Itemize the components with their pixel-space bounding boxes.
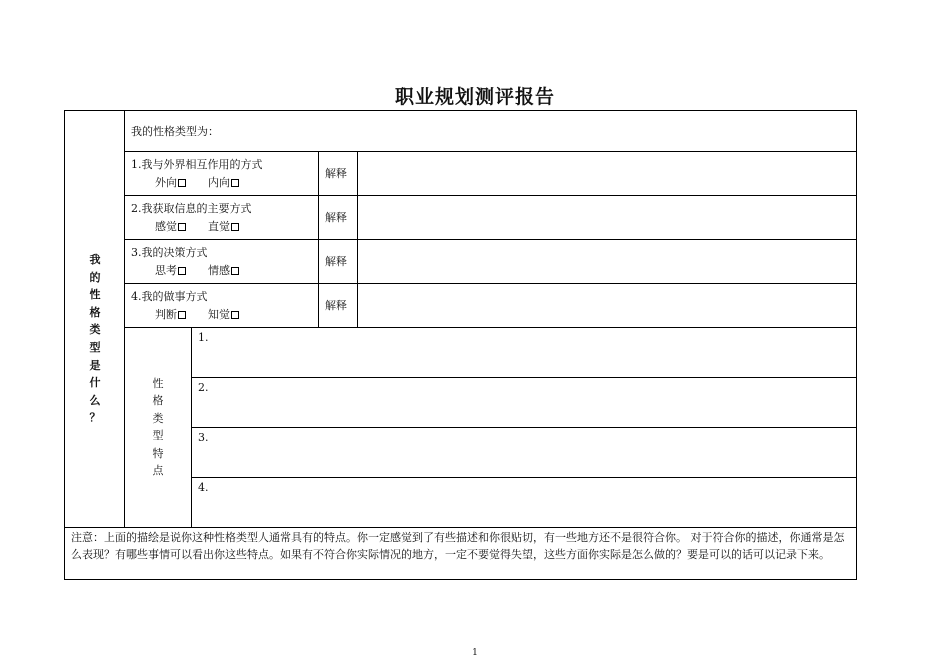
grid-line	[192, 427, 857, 428]
dimension-options	[131, 263, 261, 279]
grid-line	[65, 527, 857, 528]
explain-field[interactable]	[359, 152, 856, 195]
explain-label: 解释	[325, 255, 347, 268]
side-label	[65, 251, 125, 427]
side-label-char: 是	[89, 358, 101, 372]
checkbox[interactable]	[178, 223, 186, 231]
option-judging[interactable]: 判断	[155, 307, 186, 323]
page-number: 1	[472, 648, 478, 658]
trait-item[interactable]: 1.	[198, 331, 209, 344]
grid-line	[318, 151, 319, 327]
checkbox[interactable]	[231, 267, 239, 275]
grid-line	[192, 377, 857, 378]
dimension-title: 3.我的决策方式	[131, 246, 208, 259]
dimension-title: 1.我与外界相互作用的方式	[131, 158, 263, 171]
grid-line	[357, 151, 358, 327]
traits-label-char: 特	[152, 446, 164, 460]
option-extravert[interactable]: 外向	[155, 175, 186, 191]
checkbox[interactable]	[178, 311, 186, 319]
dimension-title: 2.我获取信息的主要方式	[131, 202, 252, 215]
dimension-options	[131, 175, 261, 191]
trait-item[interactable]: 2.	[198, 381, 209, 394]
side-label-char: ？	[89, 411, 101, 425]
explain-label: 解释	[325, 299, 347, 312]
trait-item[interactable]: 3.	[198, 431, 209, 444]
side-label-char: 么	[89, 393, 101, 407]
side-label-char: 型	[89, 340, 101, 354]
side-label-char: 性	[89, 288, 101, 302]
traits-label-char: 类	[152, 411, 164, 425]
assessment-form	[64, 110, 857, 580]
checkbox[interactable]	[178, 179, 186, 187]
checkbox[interactable]	[231, 223, 239, 231]
option-intuition[interactable]: 直觉	[208, 219, 239, 235]
option-thinking[interactable]: 思考	[155, 263, 186, 279]
option-perceiving[interactable]: 知觉	[208, 307, 239, 323]
side-label-char: 的	[89, 270, 101, 284]
checkbox[interactable]	[231, 311, 239, 319]
dimension-options	[131, 307, 261, 323]
checkbox[interactable]	[231, 179, 239, 187]
grid-line	[125, 327, 857, 328]
explain-field[interactable]	[359, 196, 856, 239]
traits-label	[125, 375, 191, 479]
explain-field[interactable]	[359, 240, 856, 283]
option-sensing[interactable]: 感觉	[155, 219, 186, 235]
side-label-char: 我	[89, 253, 101, 266]
traits-label-char: 点	[152, 464, 164, 478]
trait-item[interactable]: 4.	[198, 481, 209, 494]
side-label-char: 什	[89, 376, 101, 390]
side-label-char: 类	[89, 323, 101, 337]
dimension-options	[131, 219, 261, 235]
dimension-title: 4.我的做事方式	[131, 290, 208, 303]
explain-label: 解释	[325, 167, 347, 180]
checkbox[interactable]	[178, 267, 186, 275]
option-introvert[interactable]: 内向	[208, 175, 239, 191]
traits-label-char: 型	[152, 429, 164, 443]
note-text: 注意：上面的描绘是说你这种性格类型人通常具有的特点。你一定感觉到了有些描述和你很贴切，有一些地方还不是很符合你。 对于符合你的描述，你通常是怎么表现？有哪些事情可以看出你这些特点。如果有不符合你实际情况的地方，一定不要觉得失望，这些方面你实际是怎么做的？要是可以的话可以记录下来。	[71, 531, 845, 561]
traits-label-char: 格	[152, 394, 164, 408]
grid-line	[192, 477, 857, 478]
explain-label: 解释	[325, 211, 347, 224]
traits-label-char: 性	[152, 377, 164, 390]
side-label-char: 格	[89, 305, 101, 319]
explain-field[interactable]	[359, 284, 856, 327]
option-feeling[interactable]: 情感	[208, 263, 239, 279]
page-title: 职业规划测评报告	[394, 86, 555, 108]
type-prompt: 我的性格类型为：	[131, 125, 219, 138]
